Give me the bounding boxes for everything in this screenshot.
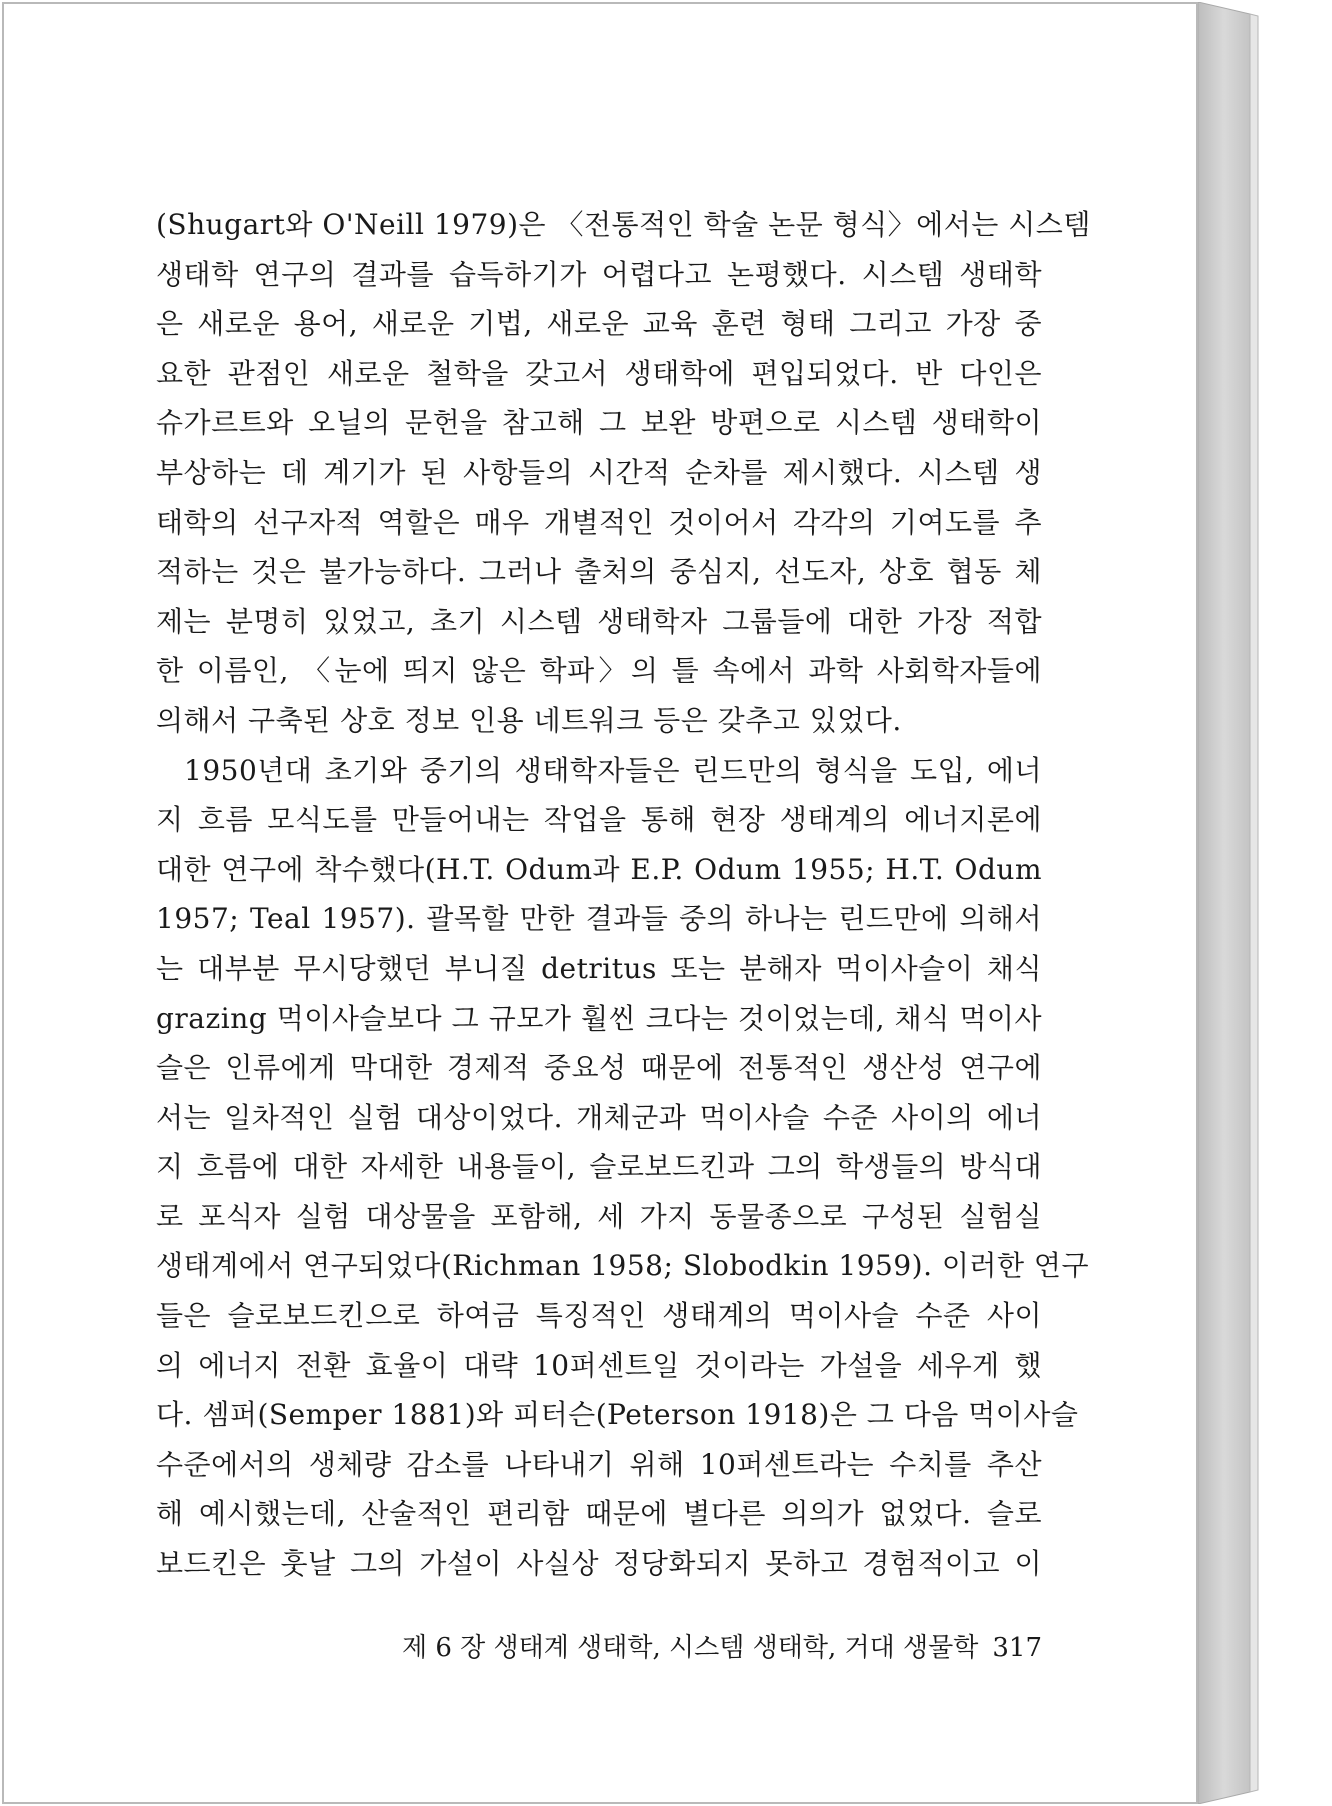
text-line: 태학의 선구자적 역할은 매우 개별적인 것이어서 각각의 기여도를 추 <box>156 505 1042 539</box>
chapter-title: 제 6 장 생태계 생태학, 시스템 생태학, 거대 생물학 <box>401 1633 979 1663</box>
page-number: 317 <box>992 1633 1042 1663</box>
text-line: 지 흐름 모식도를 만들어내는 작업을 통해 현장 생태계의 에너지론에 <box>156 803 1042 837</box>
text-line: 적하는 것은 불가능하다. 그러나 출처의 중심지, 선도자, 상호 협동 체 <box>156 555 1042 589</box>
text-line: 로 포식자 실험 대상물을 포함해, 세 가지 동물종으로 구성된 실험실 <box>156 1199 1042 1233</box>
text-line: 생태계에서 연구되었다(Richman 1958; Slobodkin 1959). 이러한 연구 <box>156 1249 1090 1283</box>
text-line: 1957; Teal 1957). 괄목할 만한 결과들 중의 하나는 린드만에 의해서 <box>156 902 1042 936</box>
text-line: 은 새로운 용어, 새로운 기법, 새로운 교육 훈련 형태 그리고 가장 중 <box>156 307 1042 341</box>
text-line: 대한 연구에 착수했다(H.T. Odum과 E.P. Odum 1955; H.T. Odum <box>156 852 1042 886</box>
text-line: grazing 먹이사슬보다 그 규모가 훨씬 크다는 것이었는데, 채식 먹이사 <box>156 1001 1042 1035</box>
text-line: 의 에너지 전환 효율이 대략 10퍼센트일 것이라는 가설을 세우게 했 <box>156 1348 1042 1382</box>
text-line: 들은 슬로보드킨으로 하여금 특징적인 생태계의 먹이사슬 수준 사이 <box>156 1299 1042 1333</box>
text-line: 한 이름인, 〈눈에 띄지 않은 학파〉의 틀 속에서 과학 사회학자들에 <box>156 654 1042 688</box>
text-line: (Shugart와 O'Neill 1979)은 〈전통적인 학술 논문 형식〉에서는 시스템 <box>156 208 1091 241</box>
text-line: 의해서 구축된 상호 정보 인용 네트워크 등은 갖추고 있었다. <box>156 703 902 737</box>
text-line: 슈가르트와 오닐의 문헌을 참고해 그 보완 방편으로 시스템 생태학이 <box>156 406 1042 440</box>
text-line: 보드킨은 훗날 그의 가설이 사실상 정당화되지 못하고 경험적이고 이 <box>156 1547 1042 1581</box>
text-line: 지 흐름에 대한 자세한 내용들이, 슬로보드킨과 그의 학생들의 방식대 <box>156 1150 1042 1184</box>
text-line: 요한 관점인 새로운 철학을 갖고서 생태학에 편입되었다. 반 다인은 <box>156 356 1042 390</box>
text-line: 부상하는 데 계기가 된 사항들의 시간적 순차를 제시했다. 시스템 생 <box>156 455 1042 489</box>
text-line: 제는 분명히 있었고, 초기 시스템 생태학자 그룹들에 대한 가장 적합 <box>156 604 1042 638</box>
text-line: 1950년대 초기와 중기의 생태학자들은 린드만의 형식을 도입, 에너 <box>184 753 1042 787</box>
text-line: 슬은 인류에게 막대한 경제적 중요성 때문에 전통적인 생산성 연구에 <box>156 1051 1042 1085</box>
body-text <box>156 200 1091 1589</box>
book-side-edge <box>1198 2 1288 1804</box>
text-line: 서는 일차적인 실험 대상이었다. 개체군과 먹이사슬 수준 사이의 에너 <box>156 1100 1042 1134</box>
page-footer <box>402 1618 1042 1678</box>
text-line: 는 대부분 무시당했던 부니질 detritus 또는 분해자 먹이사슬이 채식 <box>156 951 1042 985</box>
text-line: 다. 셈퍼(Semper 1881)와 피터슨(Peterson 1918)은 그 다음 먹이사슬 <box>156 1398 1079 1432</box>
text-line: 생태학 연구의 결과를 습득하기가 어렵다고 논평했다. 시스템 생태학 <box>156 257 1042 291</box>
text-line: 해 예시했는데, 산술적인 편리함 때문에 별다른 의의가 없었다. 슬로 <box>156 1497 1042 1531</box>
text-line: 수준에서의 생체량 감소를 나타내기 위해 10퍼센트라는 수치를 추산 <box>156 1447 1042 1481</box>
